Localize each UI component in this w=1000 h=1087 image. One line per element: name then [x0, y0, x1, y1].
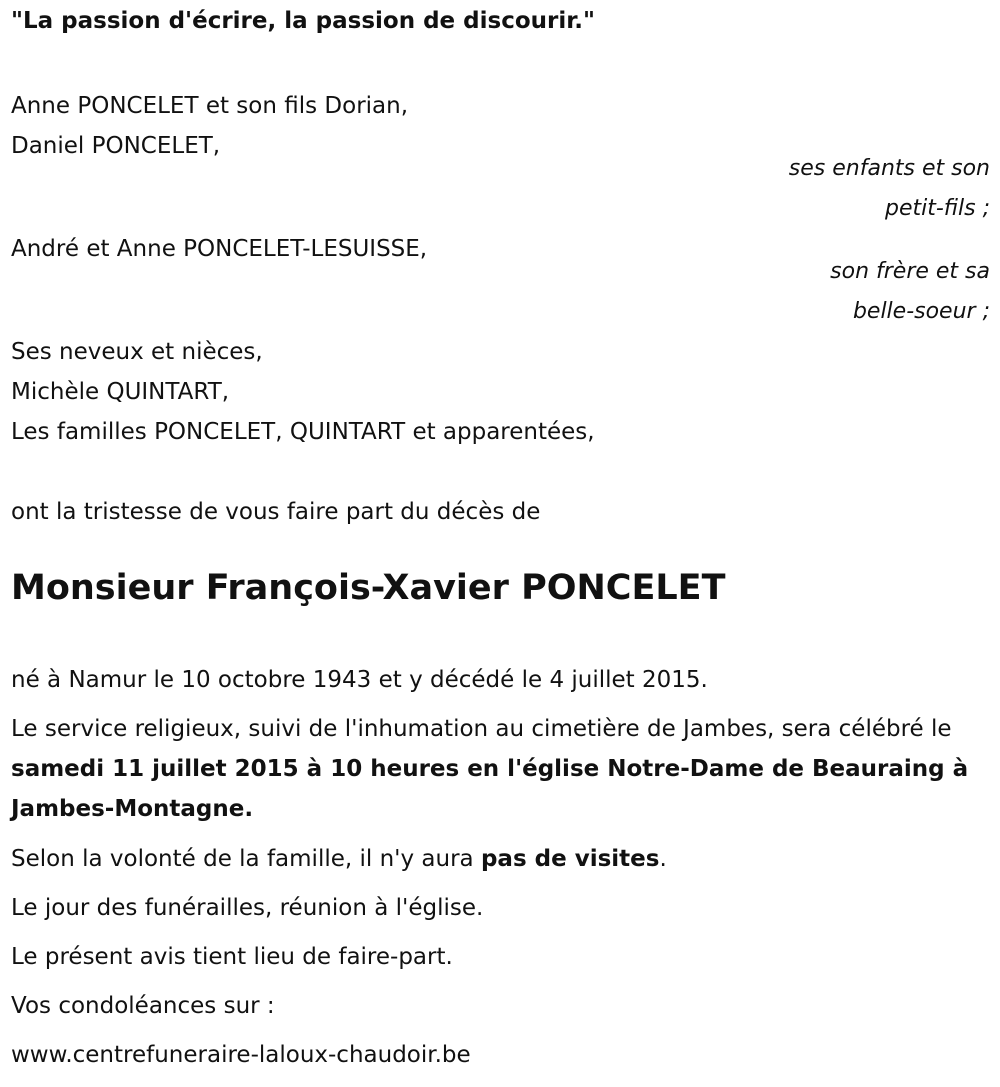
- announcement: ont la tristesse de vous faire part du décès de: [11, 499, 541, 525]
- visits-prefix: Selon la volonté de la famille, il n'y aura: [11, 846, 481, 872]
- mourner-line: André et Anne PONCELET-LESUISSE,: [11, 236, 428, 262]
- mourner-line: Daniel PONCELET,: [11, 133, 221, 159]
- relation-line: petit-fils ;: [885, 196, 990, 221]
- relation-line: belle-soeur ;: [852, 299, 990, 324]
- condolences-label: Vos condoléances sur :: [11, 993, 275, 1019]
- deceased-name: Monsieur François-Xavier PONCELET: [11, 568, 726, 608]
- funeral-day: Le jour des funérailles, réunion à l'église.: [11, 895, 484, 921]
- mourner-line: Ses neveux et nièces,: [11, 339, 263, 365]
- relation-line: son frère et sa: [830, 259, 990, 284]
- visits-suffix: .: [659, 846, 667, 872]
- notice: Le présent avis tient lieu de faire-part.: [11, 944, 453, 970]
- service-paragraph: [11, 709, 986, 829]
- service-details: samedi 11 juillet 2015 à 10 heures en l'église Notre-Dame de Beauraing à Jambes-Montagne.: [11, 756, 969, 822]
- mourner-line: Les familles PONCELET, QUINTART et apparentées,: [11, 419, 595, 445]
- service-intro: Le service religieux, suivi de l'inhumation au cimetière de Jambes, sera célébré le: [11, 716, 952, 742]
- visits-emphasis: pas de visites: [480, 846, 660, 872]
- mourner-line: Anne PONCELET et son fils Dorian,: [11, 93, 409, 119]
- visits-line: [11, 839, 667, 879]
- website-link[interactable]: www.centrefuneraire-laloux-chaudoir.be: [11, 1042, 471, 1068]
- relation-line: ses enfants et son: [788, 156, 990, 181]
- mourner-line: Michèle QUINTART,: [11, 379, 230, 405]
- birth-death: né à Namur le 10 octobre 1943 et y décédé le 4 juillet 2015.: [11, 667, 708, 693]
- quote: "La passion d'écrire, la passion de discourir.": [11, 8, 596, 34]
